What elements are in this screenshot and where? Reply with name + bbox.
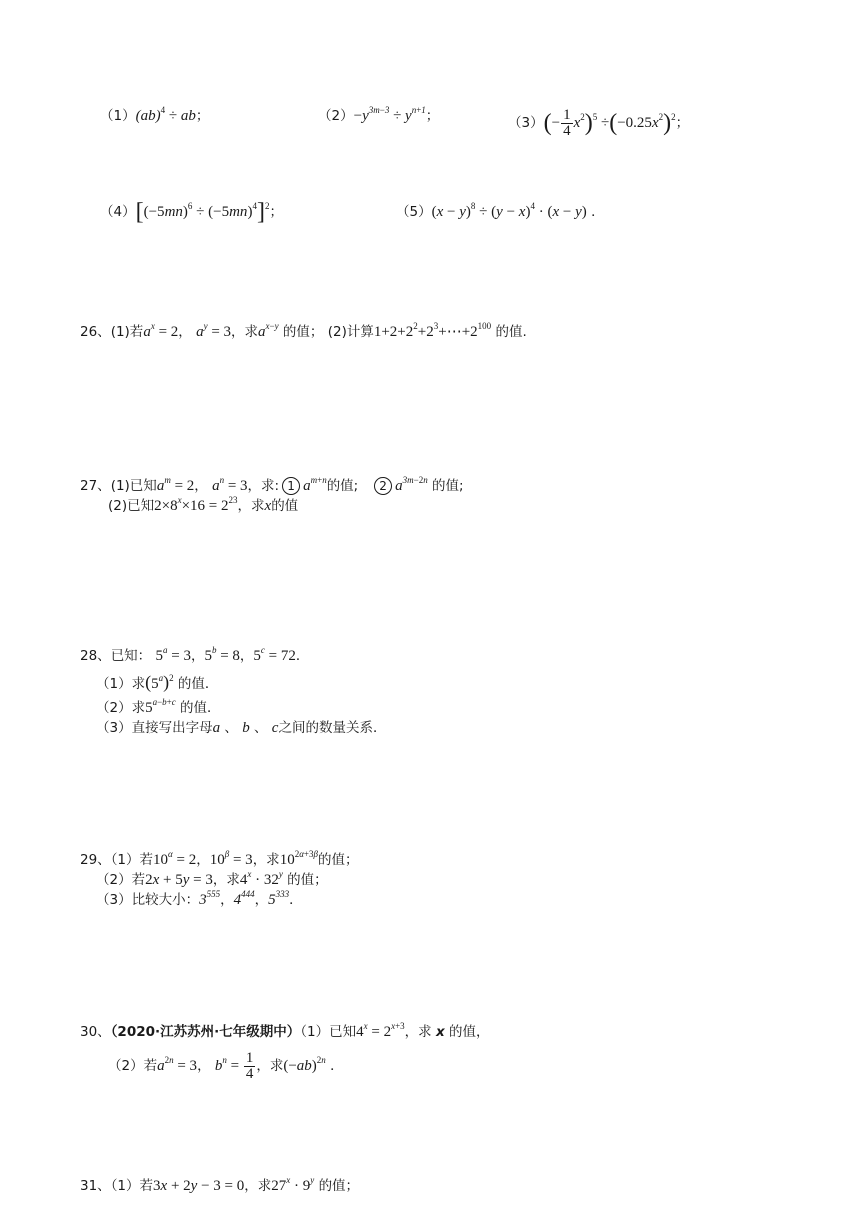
q28-line1: 28、已知： 5$^a$ = 3，5$^b$ = 8，5$^c$ = 72． (80, 645, 310, 664)
q30-line1: 30、（2020·江苏苏州·七年级期中）（1）已知$4^x = 2^{x+3}$，求 x 的值， (80, 1021, 490, 1040)
q29-expr1: $10^{2\alpha+3\beta}$ (279, 849, 318, 868)
q30-eq1: $4^x = 2^{x+3}$ (356, 1021, 405, 1040)
q25-part2: $(2)-y^{3m-3} \div y^{n+1}$； (318, 105, 440, 124)
q28-line3: （2）求$5^{a-b+c}$ 的值． (96, 697, 221, 716)
q29-line2: （2）若2x + 5y = 3，求$4^x \cdot 32^y$ 的值； (96, 869, 328, 888)
q27-expr2: $a^{3m-2n}$ (395, 475, 428, 494)
q30-eq3: $b^n$ = $\frac{1}{4}$ (214, 1050, 254, 1083)
q29-num3: $5^{333}$ (268, 889, 290, 908)
q31-line1: 31、（1）若3x + 2y − 3 = 0，求$27^x \cdot 9^y$ 的值； (80, 1175, 360, 1194)
q26-eq1: $a^x = 2$ (143, 321, 179, 340)
q28-expr2: $5^{a-b+c}$ (145, 697, 176, 716)
circled-number-2: 2 (374, 477, 392, 495)
q25-part5: $(5)(x - y)^8 \div (y - x)^4 \cdot (x - y)$ ． (396, 201, 605, 220)
q25-part4-expr: $[(-5mn)^6 \div (-5mn)^4]^2$ (135, 199, 270, 225)
q28-line2: （1）求$(5^a)^2$ 的值． (96, 672, 219, 692)
q30-eq2: $a^{2n} = 3$ (157, 1055, 198, 1074)
q27-line2: (2)已知$2\times 8^x\times 16 = 2^{23}$，求x的值 (108, 495, 299, 514)
q29-eq2: $10^\beta = 3$ (209, 849, 253, 868)
q28-line4: （3）直接写出字母a 、 b 、 c之间的数量关系． (96, 720, 387, 736)
q27-eq1: $a^m = 2$ (156, 475, 195, 494)
q27-eq3: $2\times 8^x\times 16 = 2^{23}$ (154, 495, 238, 514)
circled-number-1: 1 (282, 477, 300, 495)
q27-expr1: $a^{m+n}$ (303, 475, 327, 494)
q29-num2: $4^{444}$ (233, 889, 255, 908)
q25-part1-expr: (ab)$^4$ ÷ ab (135, 105, 196, 124)
q28-expr1: $(5^a)^2$ (145, 672, 174, 692)
q27-eq2: $a^n = 3$ (212, 475, 248, 494)
q27-line1: 27、(1)已知$a^m = 2$， $a^n = 3$，求: 1 $a^{m+n}$的值; 2 $a^{3m-2n}$ 的值; (80, 475, 464, 494)
q26-eq2: $a^y = 3$ (196, 321, 232, 340)
q25-part2-expr: $-y^{3m-3} \div y^{n+1}$ (353, 105, 426, 124)
q25-part3-expr: (− $\frac{1}{4}$ $x^2)^5 \div(-0.25x^2)^2$ (543, 107, 676, 140)
q28-eq2: 5$^b$ = 8 (204, 645, 240, 664)
q29-eq3: 2x + 5y = 3 (145, 872, 213, 888)
q25-part3: （3）(− $\frac{1}{4}$ $x^2)^5 \div(-0.25x^2)^2$； (508, 107, 690, 140)
q30-source: （2020·江苏苏州·七年级期中） (110, 1024, 301, 1040)
q26-expr: $a^{x-y}$ (258, 321, 279, 340)
q29-num1: $3^{555}$ (199, 889, 221, 908)
q31-eq1: 3x + 2y − 3 = 0 (153, 1178, 245, 1194)
q31-expr: $27^x \cdot 9^y$ (271, 1175, 315, 1194)
q29-line3: （3）比较大小：$3^{555}$，$4^{444}$，$5^{333}$． (96, 889, 303, 908)
q30-expr: $(-ab)^{2n}$ (283, 1055, 326, 1074)
q29-expr2: $4^x \cdot 32^y$ (239, 869, 283, 888)
q28-eq1: 5$^a$ = 3 (155, 645, 191, 664)
q30-line2: （2）若$a^{2n} = 3$， $b^n$ = $\frac{1}{4}$ ，求$(-ab)^{2n}$ ． (108, 1050, 344, 1083)
q26-line: 26、(1)若$a^x = 2$， $a^y = 3$，求$a^{x-y}$ 的值； (2)计算$1+2+2^2+2^3+\cdots+2^{100}$ 的值. (80, 321, 527, 340)
q25-part5-expr: $(x - y)^8 \div (y - x)^4 \cdot (x - y)$ (431, 201, 587, 220)
q29-line1: 29、（1）若$10^\alpha = 2$，$10^\beta = 3$，求$10^{2\alpha+3\beta}$的值； (80, 849, 359, 868)
q28-eq3: 5$^c$ = 72 (253, 645, 296, 664)
q25-part4: $(4)[(-5mn)^6 \div (-5mn)^4]^2$； (100, 199, 283, 225)
q29-eq1: $10^\alpha = 2$ (153, 849, 197, 868)
q25-part1: （1）(ab)$^4$ ÷ ab； (100, 105, 210, 124)
q26-sum: $1+2+2^2+2^3+\cdots+2^{100}$ (373, 321, 492, 340)
